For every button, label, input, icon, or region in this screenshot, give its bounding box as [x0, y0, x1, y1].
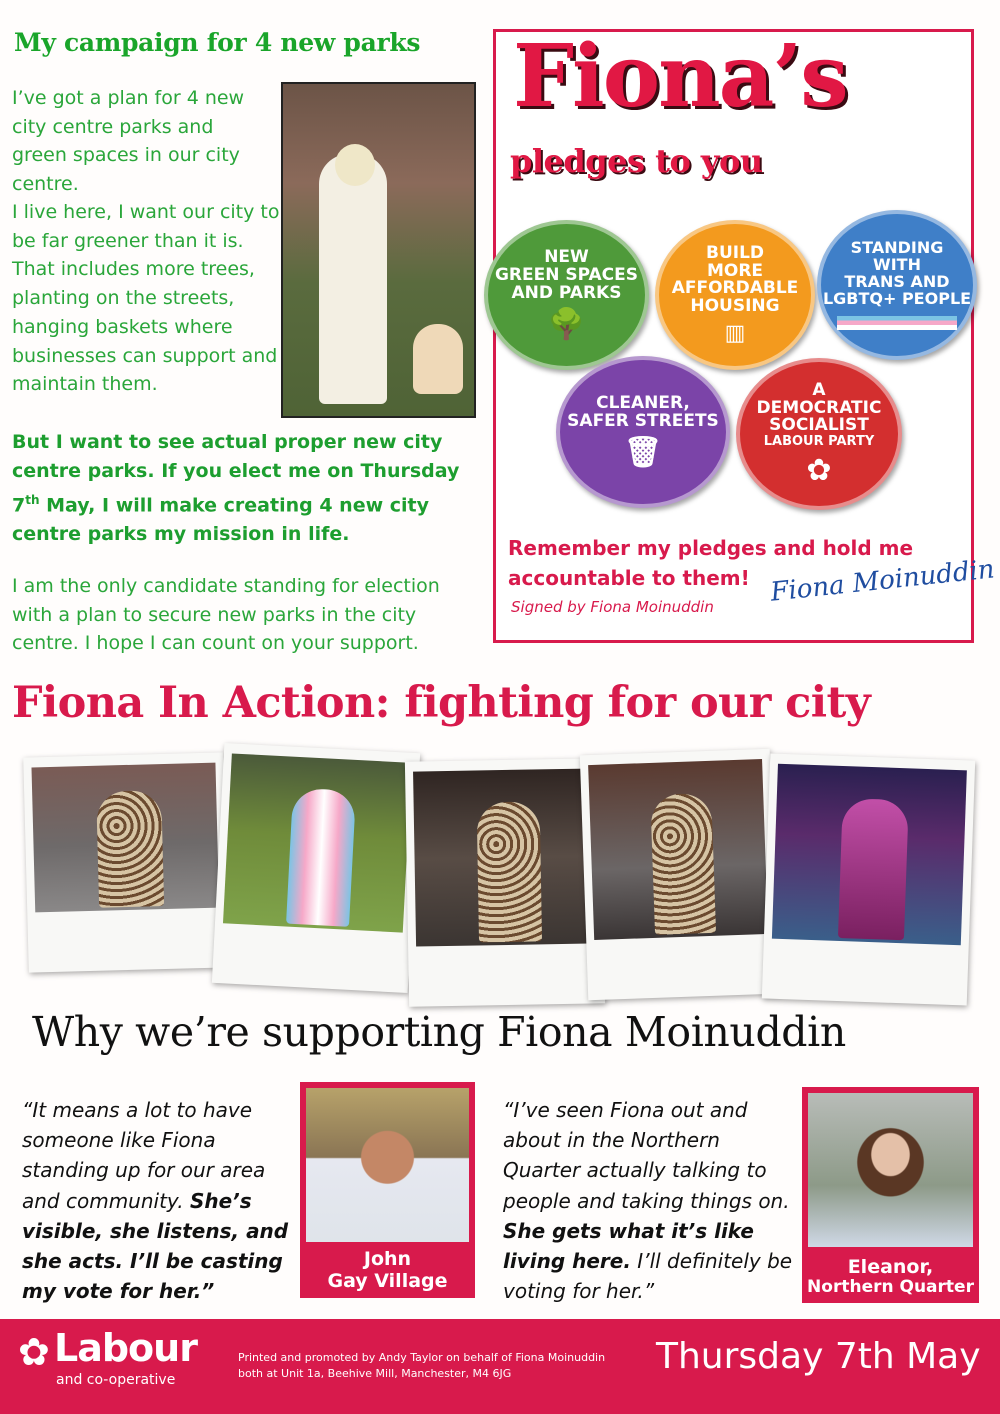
supporter-area: Gay Village — [327, 1270, 448, 1292]
tree-icon: 🌳 — [547, 307, 586, 343]
building-icon: ▥ — [724, 321, 746, 347]
pledge-remember-text: Remember my pledges and hold me accountable to them! — [508, 536, 914, 590]
dog-figure — [413, 324, 463, 394]
bin-icon: 🗑 — [623, 435, 663, 471]
badge-line: CLEANER, — [596, 393, 690, 414]
candidate-photo — [281, 82, 476, 418]
rose-icon: ✿ — [806, 452, 832, 488]
pledge-badge-trans-lgbtq — [817, 210, 977, 360]
action-photo-5 — [762, 753, 975, 1005]
para3-text-b: May, I will make creating 4 new city centre parks my mission in life. — [12, 494, 429, 546]
para3-text-a: But I want to see actual proper new city centre parks. If you elect me on Thursday 7 — [12, 431, 460, 517]
photo-image — [223, 753, 412, 932]
supporter-quote-1 — [22, 1095, 302, 1306]
badge-line: STANDING — [850, 238, 944, 258]
badge-line: SOCIALIST — [769, 415, 869, 436]
supporter-name — [300, 1248, 475, 1292]
supporter-card-john — [300, 1082, 475, 1298]
action-photo-2 — [212, 743, 420, 993]
photo-image — [31, 763, 219, 913]
supporter-area: Northern Quarter — [807, 1277, 974, 1297]
campaign-title: My campaign for 4 new parks — [14, 28, 421, 57]
candidate-head — [335, 144, 375, 186]
labour-logo — [14, 1322, 214, 1402]
campaign-paragraph-4: I am the only candidate standing for election with a plan to secure new parks in the city centre. I hope I can count on your support. — [12, 575, 440, 655]
trans-flag-icon — [837, 316, 957, 330]
photo-image — [413, 768, 596, 946]
pledge-badge-green-spaces — [484, 220, 649, 370]
person-figure — [838, 798, 909, 940]
pledge-title: Fiona’s — [513, 26, 847, 127]
election-date: Thursday 7th May — [656, 1336, 981, 1377]
quote-text-end: I’ll definitely be voting for her.” — [503, 1249, 793, 1304]
badge-line: LGBTQ+ PEOPLE — [822, 288, 972, 308]
quote-text: “I’ve seen Fiona out and about in the Northern Quarter actually talking to people and taking things on. — [503, 1098, 790, 1213]
badge-line: TRANS AND — [844, 272, 950, 291]
campaign-paragraph-3 — [12, 428, 462, 549]
pledge-badge-cleaner-streets — [556, 356, 730, 508]
badge-line: BUILD — [705, 242, 765, 263]
quote-emphasis: She’s visible, she listens, and she acts. I’ll be casting my vote for her.” — [22, 1188, 289, 1304]
person-figure — [286, 787, 356, 926]
campaign-paragraph-2: I live here, I want our city to be far greener than it is. That includes more trees, planting on the streets, hanging baskets where businesses can support and maintain them. — [12, 201, 280, 396]
badge-line: MORE — [706, 260, 764, 281]
photo-image — [772, 764, 967, 945]
badge-line: HOUSING — [690, 296, 780, 317]
supporter-photo — [306, 1088, 469, 1242]
badge-line: GREEN SPACES — [494, 265, 639, 286]
logo-wordmark: Labour — [54, 1326, 197, 1370]
quote-text: “It means a lot to have someone like Fiona standing up for our area and community. — [22, 1098, 266, 1213]
badge-line: WITH — [873, 255, 921, 275]
photo-image — [588, 759, 768, 940]
supporter-name — [802, 1257, 979, 1297]
person-figure — [97, 790, 164, 908]
badge-line: DEMOCRATIC — [756, 397, 882, 418]
person-figure — [650, 792, 716, 934]
badge-line: AFFORDABLE — [671, 278, 799, 299]
para3-superscript: th — [25, 493, 40, 507]
logo-subtitle: and co-operative — [56, 1372, 176, 1388]
imprint-text: Printed and promoted by Andy Taylor on behalf of Fiona Moinuddin both at Unit 1a, Beehive Mill, Manchester, M4 6JG — [238, 1351, 606, 1380]
supporter-photo — [808, 1093, 973, 1247]
campaign-paragraph-1: I’ve got a plan for 4 new city centre parks and green spaces in our city centre. — [12, 87, 245, 196]
action-photo-3 — [405, 758, 605, 1006]
action-title: Fiona In Action: fighting for our city — [12, 678, 871, 728]
supporter-card-eleanor — [802, 1087, 979, 1303]
supporter-first-name: John — [363, 1248, 412, 1270]
pledge-badge-housing — [655, 220, 815, 370]
badge-line: LABOUR PARTY — [763, 434, 875, 450]
badge-line: NEW — [544, 247, 589, 268]
support-title: Why we’re supporting Fiona Moinuddin — [32, 1008, 846, 1056]
action-photo-1 — [23, 752, 229, 972]
supporter-quote-2 — [503, 1095, 803, 1306]
badge-line: A — [812, 379, 826, 400]
handwritten-signature: Fiona Moinuddin — [769, 554, 996, 608]
supporter-first-name: Eleanor, — [847, 1256, 934, 1278]
badge-line: SAFER STREETS — [567, 411, 719, 432]
pledge-badge-labour — [736, 358, 902, 510]
quote-emphasis: She gets what it’s like living here. — [503, 1218, 754, 1274]
badge-line: AND PARKS — [511, 283, 622, 304]
pledge-subtitle: pledges to you — [510, 142, 763, 180]
person-figure — [477, 801, 542, 942]
rose-icon: ✿ — [18, 1332, 50, 1374]
action-photo-4 — [580, 749, 778, 1000]
signed-by-text: Signed by Fiona Moinuddin — [511, 598, 714, 616]
candidate-figure — [319, 154, 387, 404]
